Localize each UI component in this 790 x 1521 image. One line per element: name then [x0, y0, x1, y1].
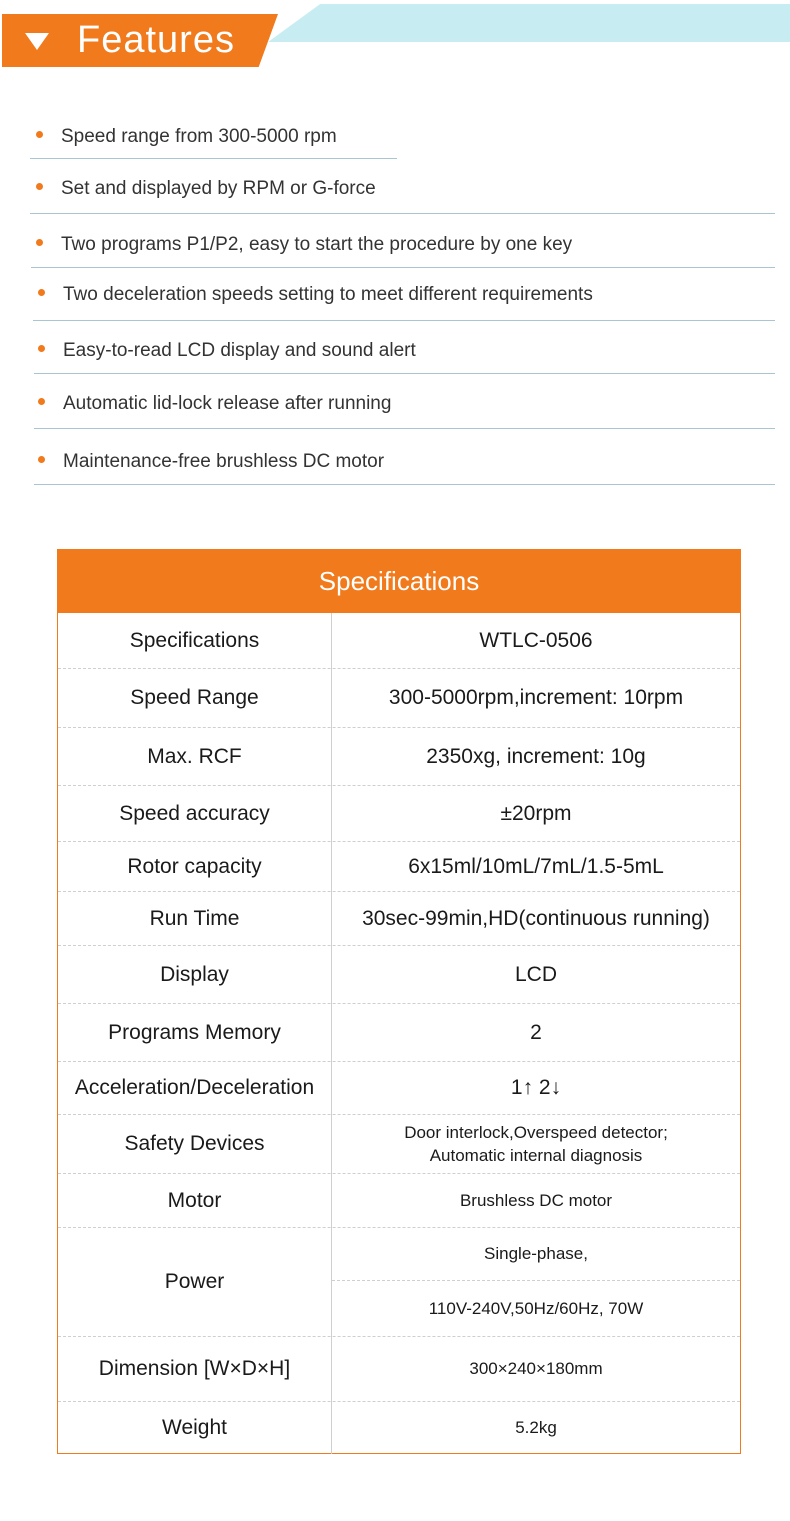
banner-accent-stripe: [268, 4, 790, 42]
bullet-icon: [38, 345, 45, 352]
table-row: [58, 1337, 740, 1402]
feature-item: [32, 338, 416, 364]
divider: [30, 158, 397, 159]
table-row: [58, 1174, 740, 1228]
spec-value: 2: [530, 1020, 542, 1044]
spec-label: Power: [164, 1270, 225, 1293]
table-row: [58, 786, 740, 842]
table-row: [58, 669, 740, 728]
feature-item: [32, 391, 391, 417]
bullet-icon: [36, 183, 43, 190]
table-row: [58, 842, 740, 892]
feature-item: [30, 232, 572, 258]
spec-label: Programs Memory: [108, 1020, 281, 1044]
feature-item: [30, 176, 376, 202]
spec-label: Specifications: [129, 628, 260, 652]
spec-value: ±20rpm: [500, 801, 572, 825]
spec-value-line: 110V-240V,50Hz/60Hz, 70W: [428, 1298, 644, 1318]
feature-text: Maintenance-free brushless DC motor: [63, 451, 385, 472]
spec-value-line: Single-phase,: [484, 1244, 588, 1263]
spec-value-line: Door interlock,Overspeed detector;: [404, 1123, 668, 1142]
features-banner: [0, 0, 790, 70]
triangle-down-icon: [25, 33, 49, 50]
bullet-icon: [36, 239, 43, 246]
spec-label: Run Time: [149, 906, 240, 930]
feature-text: Two programs P1/P2, easy to start the procedure by one key: [61, 234, 573, 255]
divider: [34, 428, 775, 429]
feature-text: Easy-to-read LCD display and sound alert: [63, 340, 416, 361]
spec-label: Acceleration/Deceleration: [74, 1076, 315, 1099]
feature-item: [32, 282, 593, 308]
divider: [31, 267, 775, 268]
table-row: [58, 728, 740, 786]
spec-value: 1↑ 2↓: [510, 1076, 562, 1099]
feature-text: Automatic lid-lock release after running: [63, 393, 392, 414]
spec-value: 300-5000rpm,increment: 10rpm: [388, 686, 684, 709]
divider: [33, 320, 775, 321]
divider: [34, 373, 775, 374]
spec-value: Brushless DC motor: [459, 1190, 613, 1210]
spec-label: Speed Range: [130, 686, 259, 709]
spec-label: Dimension [W×D×H]: [98, 1357, 291, 1380]
spec-label: Motor: [167, 1188, 222, 1212]
table-row: [58, 1004, 740, 1062]
spec-label: Weight: [162, 1416, 227, 1439]
spec-value: 6x15ml/10mL/7mL/1.5-5mL: [408, 854, 664, 878]
table-row: [58, 1402, 740, 1454]
feature-text: Two deceleration speeds setting to meet different requirements: [63, 284, 593, 305]
spec-value: WTLC-0506: [479, 628, 593, 652]
table-row: [58, 1115, 740, 1174]
spec-label: Speed accuracy: [119, 801, 270, 825]
spec-label: Max. RCF: [147, 744, 242, 768]
bullet-icon: [36, 131, 43, 138]
specifications-table: [57, 549, 741, 1454]
feature-item: [32, 449, 384, 475]
table-row: [58, 892, 740, 946]
spec-value: 300×240×180mm: [469, 1359, 603, 1378]
spec-value: 2350xg, increment: 10g: [426, 744, 646, 768]
feature-text: Speed range from 300-5000 rpm: [61, 126, 337, 147]
table-row: [58, 613, 740, 669]
table-title: Specifications: [57, 549, 741, 613]
table-row: [58, 1062, 740, 1115]
spec-value: 30sec-99min,HD(continuous running): [362, 906, 710, 930]
bullet-icon: [38, 289, 45, 296]
spec-label: Display: [160, 962, 229, 986]
table-row: [58, 1228, 740, 1337]
bullet-icon: [38, 456, 45, 463]
spec-label: Rotor capacity: [127, 854, 262, 878]
table-row: [58, 946, 740, 1004]
spec-value: 5.2kg: [515, 1418, 557, 1437]
spec-label: Safety Devices: [124, 1132, 265, 1155]
spec-value-line: Automatic internal diagnosis: [429, 1146, 643, 1165]
divider: [30, 213, 775, 214]
bullet-icon: [38, 398, 45, 405]
divider: [34, 484, 775, 485]
spec-value: LCD: [514, 962, 557, 986]
section-title: Features: [77, 19, 235, 61]
spec-value: [332, 1115, 740, 1173]
feature-text: Set and displayed by RPM or G-force: [61, 178, 376, 199]
feature-item: [30, 124, 337, 150]
